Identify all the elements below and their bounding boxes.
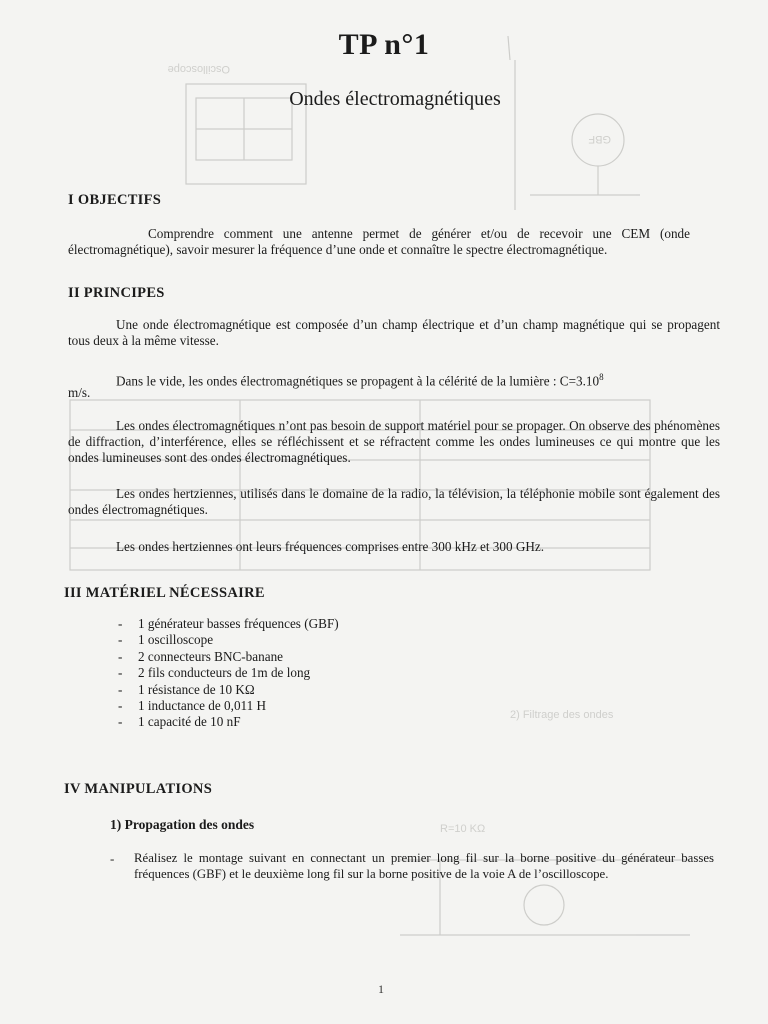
list-item: - 1 résistance de 10 KΩ: [118, 682, 339, 698]
page-subtitle: Ondes électromagnétiques: [289, 88, 501, 110]
svg-text:2) Filtrage des ondes: 2) Filtrage des ondes: [510, 709, 614, 721]
principes-paragraph-4: Les ondes hertziennes, utilisés dans le domaine de la radio, la télévision, la téléphonie mobile sont également des ondes électromagnétiques.: [68, 486, 720, 517]
principes-paragraph-5: Les ondes hertziennes ont leurs fréquences comprises entre 300 kHz et 300 GHz.: [116, 539, 545, 554]
principes-paragraph-2: [68, 369, 720, 389]
objectifs-text: Comprendre comment une antenne permet de générer et/ou de recevoir une CEM (onde électromagnétique), savoir mesurer la fréquence d’une onde et connaître le spectre électromagnétique.: [68, 226, 690, 257]
list-item: - 2 connecteurs BNC-banane: [118, 649, 339, 665]
list-item: - 1 oscilloscope: [118, 632, 339, 648]
list-item: - 1 inductance de 0,011 H: [118, 698, 339, 714]
section-heading-materiel: III MATÉRIEL NÉCESSAIRE: [64, 585, 265, 601]
list-item: - 2 fils conducteurs de 1m de long: [118, 665, 339, 681]
light-speed-text: Dans le vide, les ondes électromagnétiques se propagent à la célérité de la lumière : C=3.10: [116, 373, 600, 389]
light-speed-exponent: 8: [599, 372, 604, 382]
page-number: 1: [378, 982, 384, 996]
equipment-list: [118, 616, 339, 731]
bullet-dash: -: [110, 851, 115, 866]
light-speed-unit: m/s.: [68, 385, 91, 400]
svg-text:GBF: GBF: [588, 133, 611, 145]
section-heading-principes: II PRINCIPES: [68, 285, 165, 301]
svg-text:Oscilloscope: Oscilloscope: [167, 63, 230, 75]
page-title: TP n°1: [338, 28, 430, 61]
principes-paragraph-1: Une onde électromagnétique est composée d’un champ électrique et d’un champ magnétique qui se propagent tous deux à la même vitesse.: [68, 317, 720, 348]
manipulation-step-1: Réalisez le montage suivant en connectant un premier long fil sur la borne positive du générateur basses fréquences (GBF) et le deuxième long fil sur la borne positive de la voie A de l’oscilloscope.: [134, 851, 714, 881]
list-item: - 1 générateur basses fréquences (GBF): [118, 616, 339, 632]
section-heading-objectifs: I OBJECTIFS: [68, 192, 162, 208]
section-heading-manipulations: IV MANIPULATIONS: [64, 781, 213, 797]
svg-text:R=10 KΩ: R=10 KΩ: [440, 823, 486, 835]
list-item: - 1 capacité de 10 nF: [118, 714, 339, 730]
principes-paragraph-3: Les ondes électromagnétiques n’ont pas besoin de support matériel pour se propager. On observe des phénomènes de diffraction, d’interférence, elles se réfléchissent et se réfractent comme les ondes lumineuses ce qui montre que les ondes lumineuses sont des ondes électromagnétiques.: [68, 418, 720, 465]
subsection-propagation: 1) Propagation des ondes: [110, 817, 255, 832]
